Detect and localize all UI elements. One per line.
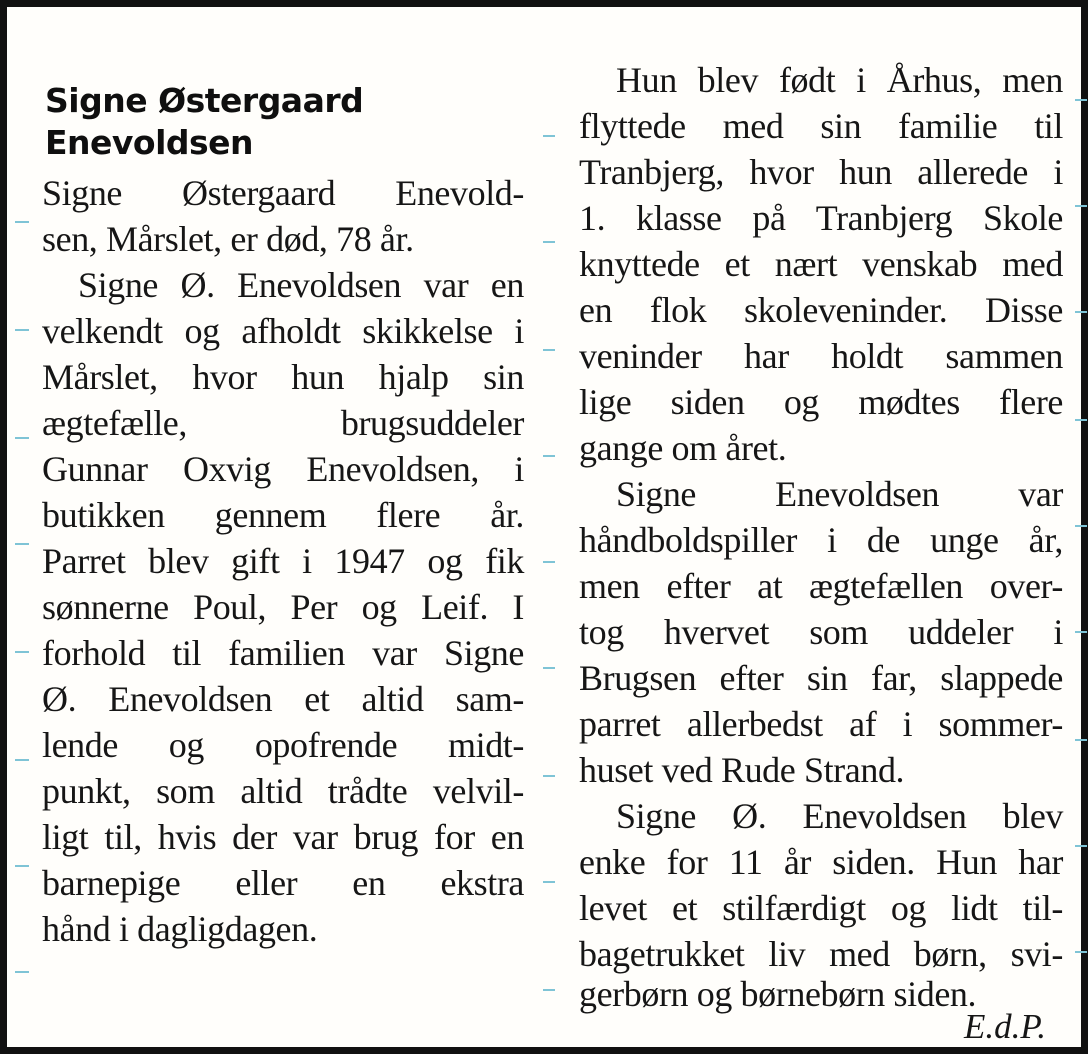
right-line: levet et stilfærdigt og lidt til- [579, 888, 1063, 928]
right-line: veninder har holdt sammen [579, 336, 1063, 376]
right-line: en flok skoleveninder. Disse [579, 290, 1063, 330]
right-line: lige siden og mødtes flere [579, 382, 1063, 422]
left-line: butikken gennem flere år. [42, 495, 524, 535]
left-line: lende og opofrende midt- [42, 725, 524, 765]
left-line: barnepige eller en ekstra [42, 863, 524, 903]
left-line: Parret blev gift i 1947 og fik [42, 541, 524, 581]
margin-tick [543, 561, 555, 563]
right-line: parret allerbedst af i sommer- [579, 704, 1063, 744]
right-line: Signe Enevoldsen var [616, 474, 1063, 514]
margin-tick [1075, 631, 1087, 633]
margin-tick [15, 651, 29, 653]
margin-tick [543, 455, 555, 457]
left-line: Signe Ø. Enevoldsen var en [78, 265, 524, 305]
right-line: håndboldspiller i de unge år, [579, 520, 1063, 560]
margin-tick [543, 775, 555, 777]
margin-tick [15, 329, 29, 331]
margin-tick [1075, 845, 1087, 847]
right-line: men efter at ægtefællen over- [579, 566, 1063, 606]
margin-tick [15, 865, 29, 867]
margin-tick [543, 667, 555, 669]
margin-tick [1075, 419, 1087, 421]
margin-tick [1075, 525, 1087, 527]
margin-tick [1075, 951, 1087, 953]
margin-tick [543, 989, 555, 991]
margin-tick [543, 881, 555, 883]
left-line: sen, Mårslet, er død, 78 år. [42, 219, 414, 259]
headline-line-2: Enevoldsen [45, 123, 254, 162]
margin-tick [543, 241, 555, 243]
left-line: sønnerne Poul, Per og Leif. I [42, 587, 524, 627]
left-line: ligt til, hvis der var brug for en [42, 817, 524, 857]
margin-tick [15, 437, 29, 439]
left-line: velkendt og afholdt skikkelse i [42, 311, 524, 351]
left-line: hånd i dagligdagen. [42, 909, 318, 949]
right-line: huset ved Rude Strand. [579, 750, 905, 790]
left-line: Ø. Enevoldsen et altid sam- [42, 679, 524, 719]
right-line: Tranbjerg, hvor hun allerede i [579, 152, 1063, 192]
right-line: gerbørn og børnebørn siden. [579, 974, 977, 1014]
left-line: forhold til familien var Signe [42, 633, 524, 673]
right-line: enke for 11 år siden. Hun har [579, 842, 1063, 882]
margin-tick [543, 135, 555, 137]
author-signature: E.d.P. [964, 1007, 1046, 1046]
right-line: knyttede et nært venskab med [579, 244, 1063, 284]
margin-tick [1075, 99, 1087, 101]
right-line: Hun blev født i Århus, men [616, 60, 1063, 100]
left-line: punkt, som altid trådte velvil- [42, 771, 524, 811]
headline-line-1: Signe Østergaard [45, 81, 364, 120]
margin-tick [15, 543, 29, 545]
margin-tick [15, 759, 29, 761]
margin-tick [15, 971, 29, 973]
right-line: Signe Ø. Enevoldsen blev [616, 796, 1063, 836]
right-line: bagetrukket liv med børn, svi- [579, 934, 1063, 974]
margin-tick [1075, 205, 1087, 207]
left-line: ægtefælle, brugsuddeler [42, 403, 524, 443]
margin-tick [15, 221, 29, 223]
left-line: Mårslet, hvor hun hjalp sin [42, 357, 524, 397]
left-line: Gunnar Oxvig Enevoldsen, i [42, 449, 524, 489]
right-line: flyttede med sin familie til [579, 106, 1063, 146]
margin-tick [543, 349, 555, 351]
left-line: Signe Østergaard Enevold- [42, 173, 524, 213]
right-line: gange om året. [579, 428, 787, 468]
right-line: Brugsen efter sin far, slappede [579, 658, 1063, 698]
right-line: 1. klasse på Tranbjerg Skole [579, 198, 1063, 238]
margin-tick [1075, 739, 1087, 741]
right-line: tog hvervet som uddeler i [579, 612, 1063, 652]
margin-tick [1075, 311, 1087, 313]
